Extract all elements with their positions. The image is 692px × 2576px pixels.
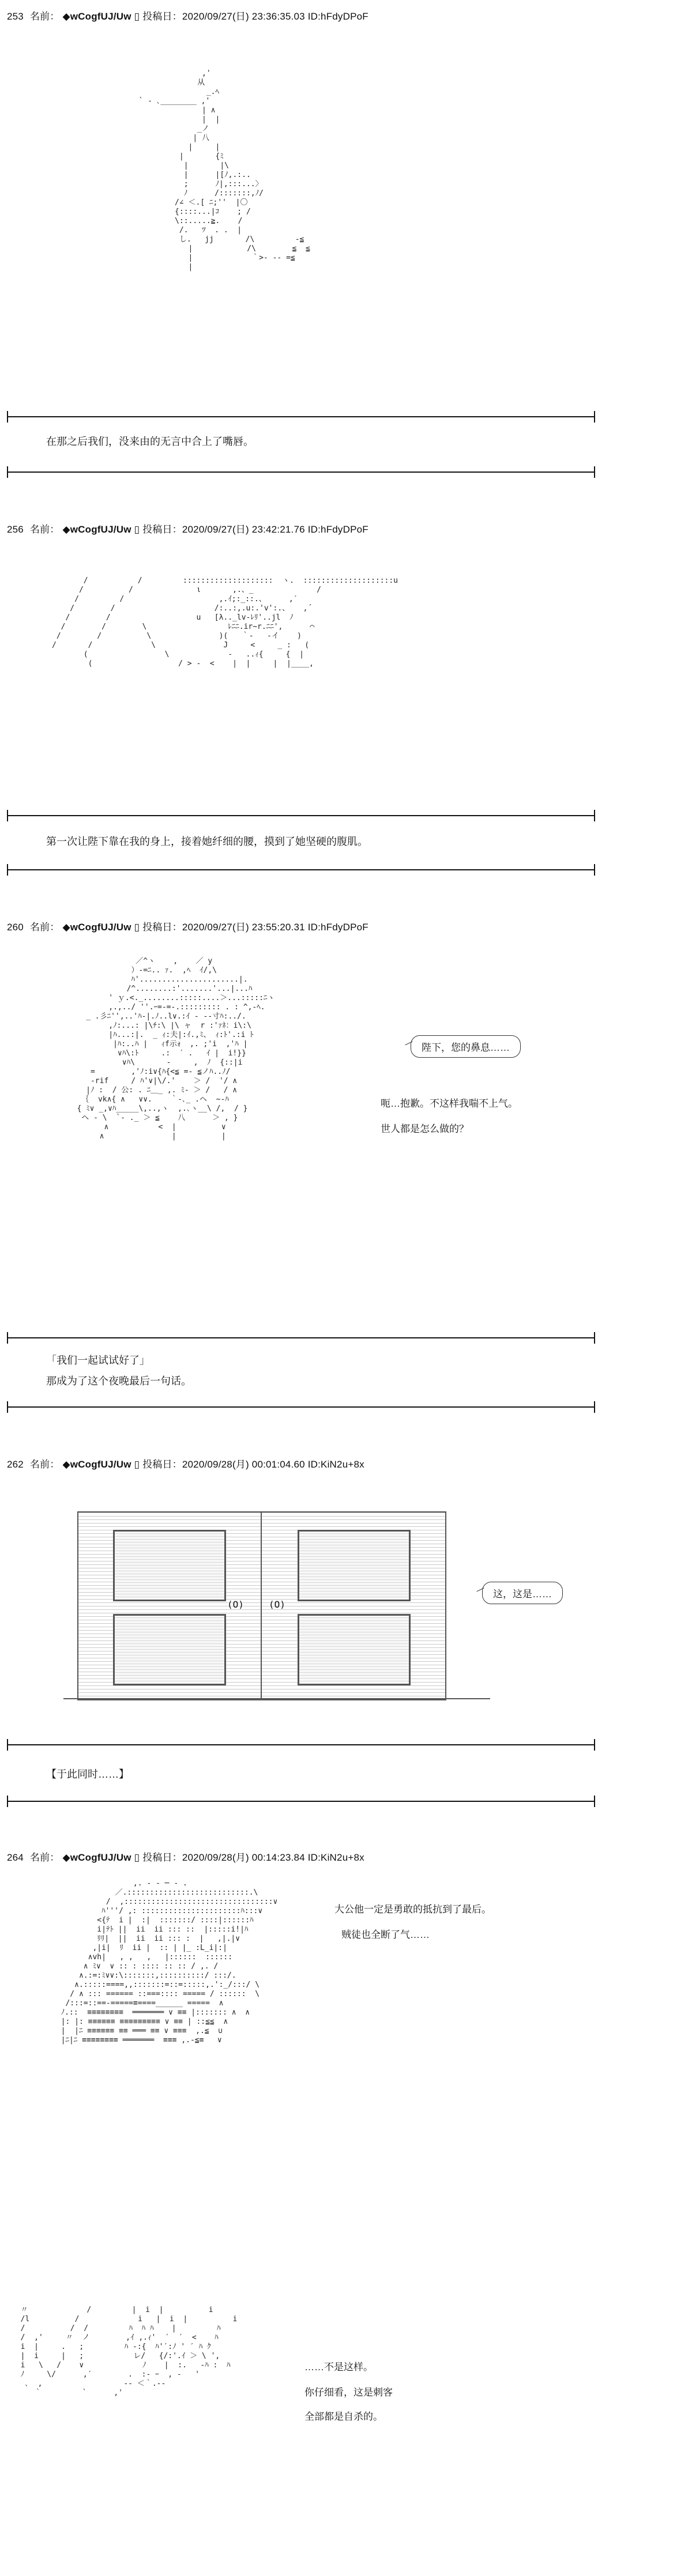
post-divider [7,815,595,816]
dialogue-line: 呃…抱歉。不这样我喘不上气。 [381,1098,518,1109]
double-door-art [77,1511,446,1700]
post-divider [7,1744,595,1745]
post-date: 投稿日：2020/09/28(月) 00:01:04.60 ID:KiN2u+8x [142,1459,364,1470]
tripcode: ◆wCogfUJ/Uw [62,524,131,535]
name-label: 名前： [29,11,60,22]
narration-line: 那成为了这个夜晚最后一句话。 [46,1375,191,1387]
post-divider [7,1801,595,1802]
ascii-art-bodies: 〃 / | i | i /l / i | i | i / / / ﾊ ﾊ ﾊ | ﾊ / ,' 〃 ノ ,ｲ ,.ｨ' ′ ′ < ﾊ i | . ; ﾊ ‐:{ ﾊ'′:ﾉ ' ′ ﾊ ｸ | i | ; レ/ {/:'.ｲ ＞ \ ', i \ / ∨ ﾉ | :. ‐ﾊ : ﾊ ﾉ \/ ,′ . :‐ ｰ , ‐ ' ､ , -- ＜｀.-‐ ｀ ` ,' [20,2306,238,2397]
narration-line: 「我们一起试试好了」 [46,1355,150,1366]
post-divider [7,1337,595,1338]
tripcode: ◆wCogfUJ/Uw [62,11,131,22]
door-panel [113,1614,226,1685]
tripcode: ◆wCogfUJ/Uw [62,922,131,933]
post-number: 264 [7,1852,24,1863]
narration-line: 在那之后我们，没来由的无言中合上了嘴唇。 [46,436,254,447]
separator-icon: ▯ [134,922,140,933]
post-date: 投稿日：2020/09/28(月) 00:14:23.84 ID:KiN2u+8x [142,1852,364,1863]
post-header [7,1849,364,1864]
dialogue-line: 你仔细看，这是刺客 [304,2387,393,2398]
narration-line: 第一次让陛下靠在我的身上，接着她纤细的腰，摸到了她坚硬的腹肌。 [46,836,368,847]
floor-line [63,1698,490,1699]
door-panel [113,1530,226,1601]
post-date: 投稿日：2020/09/27(日) 23:42:21.76 ID:hFdyDPoF [142,524,368,535]
post-number: 260 [7,922,24,933]
door-seam [261,1513,262,1699]
tripcode: ◆wCogfUJ/Uw [62,1852,131,1863]
name-label: 名前： [29,922,60,933]
post-header [7,521,368,535]
dialogue-line: ……不是这样。 [304,2362,373,2373]
post-divider [7,869,595,870]
tripcode: ◆wCogfUJ/Uw [62,1459,131,1470]
door-knob-icon: (O) [227,1599,244,1610]
name-label: 名前： [29,1459,60,1470]
ascii-art-scene: / / :::::::::::::::::::: ヽ. ::::::::::::::::::::u / / ι ,.、_ / / / ,.ｲ;:_::.、 ,′ / / /:..:,.u:.'v':.、 ,´ / / u [λ.._lv-ﾚﾘ'..jl ﾉ / / \ ﾚﾆﾆ.ir~r.ﾆﾆ', ⌒ / / \ )( ｀‐ ‐イ ) / / \ J < _ : ( ( \ ‐ ..ｨ{ { | ( / > - < | | | |____, [52,576,398,668]
door-panel [298,1614,411,1685]
narration-line: 【于此同时……】 [46,1768,129,1780]
speech-bubble: 陛下，您的鼻息…… [411,1035,521,1058]
name-label: 名前： [29,1852,60,1863]
dialogue-line: 全部都是自杀的。 [304,2411,383,2422]
post-divider [7,1406,595,1408]
door-panel [298,1530,411,1601]
post-header [7,1456,364,1470]
name-label: 名前： [29,524,60,535]
dialogue-line: 贼徒也全断了气…… [341,1929,430,1940]
post-number: 256 [7,524,24,535]
post-header [7,919,368,933]
ascii-art-figure: ,' 从 _.ﾍ ` ‐ ､________ ,' | ∧ | | _ノ | 八 | | | {ﾐ | |\ | |[ﾉ,.:.. ; ﾉ|,:::...〉 ﾉ /:::::::,ﾉ/ /∠ ＜.[ ﾆ;'' |〇 {::::...|ｺ ; / \::.....≧. / /. ﾂ . . | し. jj /\ -≦ | /\ ≦ ≦ | ｀>- -- =≦ | [138,69,310,271]
dialogue-line: 世人都是怎么做的？ [381,1123,469,1134]
separator-icon: ▯ [134,11,140,22]
separator-icon: ▯ [134,1459,140,1470]
post-number: 262 [7,1459,24,1470]
separator-icon: ▯ [134,1852,140,1863]
post-date: 投稿日：2020/09/27(日) 23:55:20.31 ID:hFdyDPoF [142,922,368,933]
door-knob-icon: (O) [269,1599,285,1610]
post-header [7,8,368,22]
post-number: 253 [7,11,24,22]
separator-icon: ▯ [134,524,140,535]
post-divider [7,472,595,473]
post-date: 投稿日：2020/09/27(日) 23:36:35.03 ID:hFdyDPoF [142,11,368,22]
dialogue-line: 大公他一定是勇敢的抵抗到了最后。 [334,1904,491,1915]
ascii-art-fallen-figure: ,. - ‐ ─ - . ／.:::::::::::::::::::::::::::.\ / ,:::::::::::::::::::::::::::::::::∨ ﾊ'''/ ,: ::::::::::::::::::::::ﾊ:::∨ <{ﾃ i | :| :::::::/ ::::|::::::ﾊ i|ﾃﾄ || ii ii ::: :: |:::::i!|ﾊ ﾘﾘ| || ii ii ::: : | ,|.|∨ ,|i| ﾘ ii | :: | |_ :L_i|:| ∧vh| , , , |:::::: :::::: ∧ ﾐ∨ ∨ :: : :::: :: :: / ,. / ∧.:=:ﾐ∨∨:\:::::::,::::::::::/ :::/. ∧.:::::====,,:::::::=::=:::::,.':_/:::/ \ / ∧ ::: ====== ::===:::: ===== / :::::: \ /:::=::==-=====≡====______ ===== ∧ ﾉ.:: ≡≡≡≡≡≡≡≡ ═══════ ∨ ≡≡ |::::::: ∧ ∧ |: |: ≡≡≡≡≡≡ ≡≡≡≡≡≡≡≡≡ ∨ ≡≡ | ::≦≦ ∧ | |ﾆ ≡≡≡≡≡≡ ≡≡ ═══ ≡≡ ∨ ≡≡≡ ,.≦ ∪ |ﾆ|ﾆ ≡≡≡≡≡≡≡≡ ═══════ ≡≡≡ ,.-≦≡ ∨ [61,1879,278,2045]
post-divider [7,416,595,417]
ascii-art-characters: ／^ヽ , ／ y ）-=ﾆ.. ｧ. ,ﾍ ｲ/,\ ﾊ'......................|. /^........:'.......'...|...ﾊ ' ｙ.<._........:::::....＞...:::::ﾆヽ ,.,../ ''.ｰ=-=-.::::::::: . : ^,-ﾍ. _ .彡ﾆ'',..'ﾊ-|.ﾉ..l∨.:ｲ ‐ -‐寸ﾊ:../. ,ﾉ:...: |\ﾁ:\ |\ ャ r :'ｧﾈ：i\:\ |ﾊ...:|. _ ｨ:夫|:ｲ.,ﾐ、 ｨ:ﾄ'.:i ﾄ |ﾊ:..ﾊ | ｨf示ｫ ,. ;'i ,'ﾊ | ∨ﾊ\:ﾄ .: ′ . ｲ | i!}} ∨ﾊ\ - , ﾉ {::|i = ,'ﾉ:i∨{ﾊ{<≦ =‐ ≦ノﾊ..ﾉ/ -rif / ﾊ'∨|\/.' ＞ / '/ ∧ |ﾉ : / 公: . ﾆ＿_ ,. ﾐ‐ ＞ / / ∧ ｛ vk∧{ ∧ ∨∨. ｀‐､_ .ヘ ~-ﾊ { ﾐ∨ _,∨ﾊ_____\,..,ヽ ,.､ヽ__\ /, / } ヘ - \ `‐ ._ ＞ ≦ 八 ＞ , } ∧ < | ∨ ∧ | | [77,957,275,1141]
speech-bubble: 这，这是…… [482,1582,563,1604]
